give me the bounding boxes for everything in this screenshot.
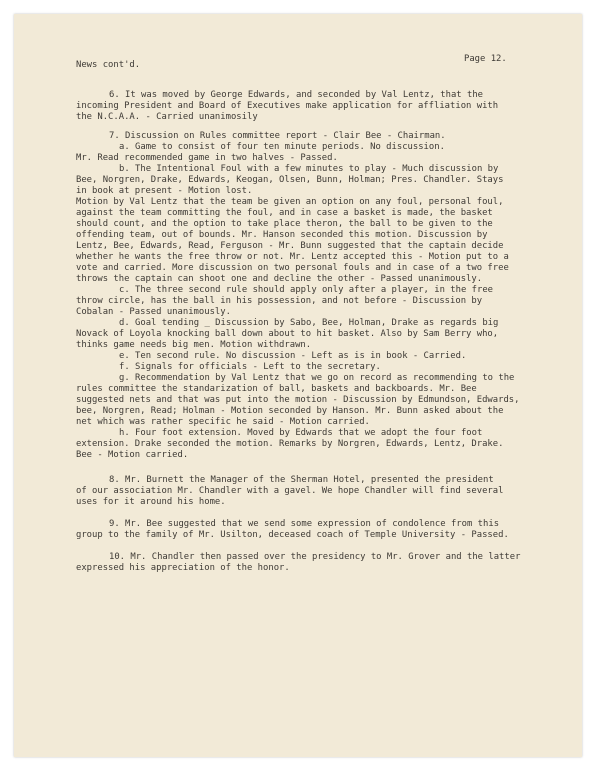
item-6-line: incoming President and Board of Executives make application for affliation with [76, 101, 499, 111]
item-7a-line: a. Game to consist of four ten minute periods. No discussion. [119, 142, 445, 152]
item-7g-line: bee, Norgren, Read; Holman - Motion seconded by Hanson. Mr. Bunn asked about the [76, 406, 504, 416]
item-8-line: of our association Mr. Chandler with a gavel. We hope Chandler will find several [76, 486, 504, 496]
item-9-line: group to the family of Mr. Usilton, deceased coach of Temple University - Passed. [76, 530, 509, 540]
item-7g-line: suggested nets and that was put into the motion - Discussion by Edmundson, Edwards, [76, 395, 520, 405]
item-8-line: uses for it around his home. [76, 497, 226, 507]
item-7g-line: rules committee the standarization of ball, baskets and backboards. Mr. Bee [76, 384, 477, 394]
item-9-line: 9. Mr. Bee suggested that we send some expression of condolence from this [109, 519, 500, 529]
document-page [14, 14, 582, 757]
item-8-line: 8. Mr. Burnett the Manager of the Sherman Hotel, presented the president [109, 475, 494, 485]
item-7b-line: Motion by Val Lentz that the team be given an option on any foul, personal foul, [76, 197, 504, 207]
item-7c-line: throw circle, has the ball in his possession, and not before - Discussion by [76, 296, 483, 306]
item-7c-line: Cobalan - Passed unanimously. [76, 307, 231, 317]
item-7b-line: b. The Intentional Foul with a few minutes to play - Much discussion by [119, 164, 499, 174]
item-7h-line: h. Four foot extension. Moved by Edwards that we adopt the four foot [119, 428, 483, 438]
page-number: Page 12. [464, 54, 507, 64]
item-7b-line: Lentz, Bee, Edwards, Read, Ferguson - Mr. Bunn suggested that the captain decide [76, 241, 504, 251]
item-7b-line: in book at present - Motion lost. [76, 186, 253, 196]
item-7g-line: net which was rather specific he said - Motion carried. [76, 417, 370, 427]
item-7f-line: f. Signals for officials - Left to the secretary. [119, 362, 381, 372]
item-6-line: the N.C.A.A. - Carried unanimosily [76, 112, 258, 122]
item-10-line: 10. Mr. Chandler then passed over the presidency to Mr. Grover and the latter [109, 552, 521, 562]
item-7g-line: g. Recommendation by Val Lentz that we go on record as recommending to the [119, 373, 515, 383]
item-7d-line: Novack of Loyola knocking ball down about to hit basket. Also by Sam Berry who, [76, 329, 499, 339]
item-7h-line: Bee - Motion carried. [76, 450, 189, 460]
item-7e-line: e. Ten second rule. No discussion - Left as is in book - Carried. [119, 351, 467, 361]
item-7b-line: whether he wants the free throw or not. Mr. Lentz accepted this - Motion put to a [76, 252, 509, 262]
item-7b-line: offending team, out of bounds. Mr. Hanson seconded this motion. Discussion by [76, 230, 488, 240]
item-7b-line: against the team committing the foul, and in case a basket is made, the basket [76, 208, 493, 218]
item-7-line: 7. Discussion on Rules committee report - Clair Bee - Chairman. [109, 131, 446, 141]
item-10-line: expressed his appreciation of the honor. [76, 563, 290, 573]
item-7b-line: vote and carried. More discussion on two personal fouls and in case of a two free [76, 263, 509, 273]
item-7d-line: d. Goal tending _ Discussion by Sabo, Bee, Holman, Drake as regards big [119, 318, 499, 328]
item-7c-line: c. The three second rule should apply only after a player, in the free [119, 285, 494, 295]
header-left: News cont'd. [76, 60, 141, 70]
item-7d-line: thinks game needs big men. Motion withdrawn. [76, 340, 312, 350]
item-7h-line: extension. Drake seconded the motion. Remarks by Norgren, Edwards, Lentz, Drake. [76, 439, 504, 449]
item-7a-line: Mr. Read recommended game in two halves - Passed. [76, 153, 338, 163]
item-6-line: 6. It was moved by George Edwards, and seconded by Val Lentz, that the [109, 90, 484, 100]
item-7b-line: should count, and the option to take place theron, the ball to be given to the [76, 219, 493, 229]
item-7b-line: throws the captain can shoot one and decline the other - Passed unanimously. [76, 274, 483, 284]
item-7b-line: Bee, Norgren, Drake, Edwards, Keogan, Olsen, Bunn, Holman; Pres. Chandler. Stays [76, 175, 504, 185]
